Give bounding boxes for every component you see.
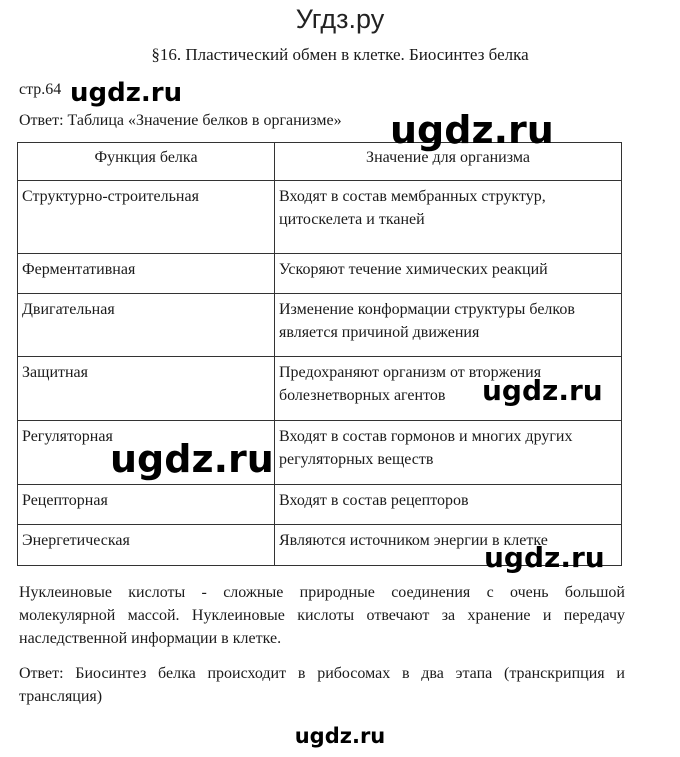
answer-caption: Ответ: Таблица «Значение белков в организме» — [19, 112, 342, 129]
function-cell: Энергетическая — [18, 525, 275, 566]
column-header-function: Функция белка — [18, 143, 275, 181]
table-row — [18, 485, 622, 525]
site-title: Угдз.ру — [295, 4, 385, 34]
column-header-meaning: Значение для организма — [275, 143, 622, 181]
function-cell: Двигательная — [18, 294, 275, 357]
watermark: ugdz.ru — [110, 437, 274, 481]
proteins-table — [17, 142, 622, 566]
section-heading: §16. Пластический обмен в клетке. Биосинтез белка — [151, 45, 529, 64]
meaning-cell: Предохраняют организм от вторжения болезнетворных агентов — [275, 357, 622, 421]
table-row — [18, 294, 622, 357]
biosynthesis-answer: Ответ: Биосинтез белка происходит в рибосомах в два этапа (транскрипция и трансляция) — [19, 665, 625, 705]
function-cell: Ферментативная — [18, 254, 275, 294]
function-cell: Рецепторная — [18, 485, 275, 525]
function-cell: Структурно-строительная — [18, 181, 275, 254]
table-row — [18, 421, 622, 485]
meaning-cell: Ускоряют течение химических реакций — [275, 254, 622, 294]
table-row — [18, 254, 622, 294]
watermark: ugdz.ru — [482, 374, 603, 407]
meaning-cell: Входят в состав рецепторов — [275, 485, 622, 525]
table-row — [18, 181, 622, 254]
nucleic-acids-paragraph: Нуклеиновые кислоты - сложные природные соединения с очень большой молекулярной массой. Нуклеиновые кислоты отвечают за хранение и передачу наследственной информации в клетке. — [19, 584, 625, 647]
function-cell: Регуляторная — [18, 421, 275, 485]
watermark: ugdz.ru — [294, 724, 386, 748]
function-cell: Защитная — [18, 357, 275, 421]
meaning-cell: Входят в состав гормонов и многих других регуляторных веществ — [275, 421, 622, 485]
watermark: ugdz.ru — [484, 541, 605, 574]
page-reference: стр.64 — [19, 81, 62, 98]
meaning-cell: Являются источником энергии в клетке — [275, 525, 622, 566]
meaning-cell: Входят в состав мембранных структур, цитоскелета и тканей — [275, 181, 622, 254]
watermark: ugdz.ru — [70, 78, 183, 108]
meaning-cell: Изменение конформации структуры белков является причиной движения — [275, 294, 622, 357]
watermark: ugdz.ru — [390, 108, 554, 152]
